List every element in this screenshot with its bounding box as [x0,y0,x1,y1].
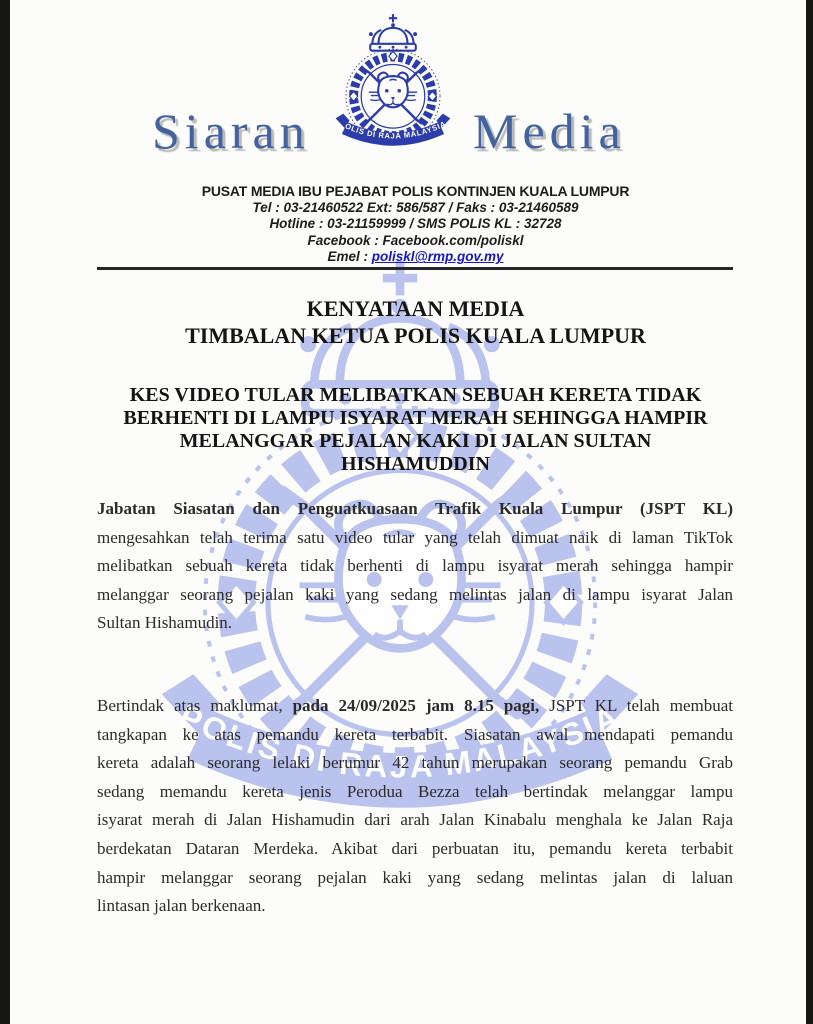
contact-tel-line: Tel : 03-21460522 Ext: 586/587 / Faks : 03-21460589 [252,200,579,215]
subject-line: HISHAMUDDIN [341,453,490,475]
paragraph-line [97,609,733,638]
subject-line: MELANGGAR PEJALAN KAKI DI JALAN SULTAN [179,430,652,452]
paragraph-line [97,524,733,553]
bold-text-run: Jabatan Siasatan dan Penguatkuasaan Trafik Kuala Lumpur (JSPT KL) [97,499,733,518]
paragraph [97,495,733,638]
masthead-word-left: Siaran [152,103,310,159]
paragraph-line [97,495,733,524]
text-run: melanggar seorang pejalan kaki yang sedang melintas jalan di lampu isyarat Jalan [97,584,733,604]
email-label: Emel : [327,249,372,265]
masthead-word-right: Media [473,103,626,159]
subject-title [97,384,734,476]
text-run: sedang memandu kereta jenis Perodua Bezza telah bertindak melanggar lampu [97,781,733,801]
paragraph-line [97,552,733,581]
text-run: Bertindak atas maklumat, [97,695,293,715]
paragraph [97,692,733,921]
text-run: hampir melanggar seorang pejalan kaki yang sedang melintas jalan di laluan [97,867,733,887]
paragraph-line [97,835,733,864]
contact-email-line [97,249,734,265]
text-run: mengesahkan telah terima satu video tular yang telah dimuat naik di laman TikTok [97,527,733,547]
subject-line: KES VIDEO TULAR MELIBATKAN SEBUAH KERETA TIDAK [129,384,702,406]
header-divider [97,267,733,270]
text-run: Sultan Hishamudin. [97,613,233,633]
paragraph-line [97,692,733,721]
text-run: kereta adalah seorang lelaki berumur 42 tahun merupakan seorang pemandu Grab [97,753,733,773]
document-title [97,295,734,349]
photo-edge-right [806,0,813,1024]
contact-hotline-line: Hotline : 03-21159999 / SMS POLIS KL : 32728 [269,216,562,232]
text-run: melibatkan sebuah kereta tidak berhenti di lampu isyarat merah sehingga hampir [97,556,733,576]
title-line-2: TIMBALAN KETUA POLIS KUALA LUMPUR [185,323,646,348]
body-paragraphs [97,495,733,921]
paragraph-line [97,581,733,610]
paragraph-line [97,892,733,921]
contact-block [97,182,734,266]
title-line-1: KENYATAAN MEDIA [306,296,525,321]
text-run: berdekatan Dataran Merdeka. Akibat dari perbuatan itu, pemandu kereta terbabit [97,838,733,858]
pdrm-crest-icon [322,12,464,164]
paragraph-line [97,778,733,807]
text-run: isyarat merah di Jalan Hishamudin dari arah Jalan Kinabalu menghala ke Jalan Raja [97,810,733,830]
text-run: lintasan jalan berkenaan. [97,896,266,916]
text-run: tangkapan ke atas pemandu kereta terbabit. Siasatan awal mendapati pemandu [97,724,733,744]
org-name: PUSAT MEDIA IBU PEJABAT POLIS KONTINJEN KUALA LUMPUR [201,183,630,199]
paragraph-line [97,864,733,893]
paragraph-line [97,721,733,750]
email-link[interactable]: poliskl@rmp.gov.my [371,249,504,265]
paragraph-line [97,749,733,778]
subject-line: BERHENTI DI LAMPU ISYARAT MERAH SEHINGGA HAMPIR [123,407,708,429]
bold-text-run: pada 24/09/2025 jam 8.15 pagi, [292,695,540,715]
contact-facebook-line: Facebook : Facebook.com/poliskl [307,232,524,248]
paragraph-line [97,806,733,835]
text-run: JSPT KL telah membuat [539,695,734,715]
photo-edge-left [0,0,10,1024]
